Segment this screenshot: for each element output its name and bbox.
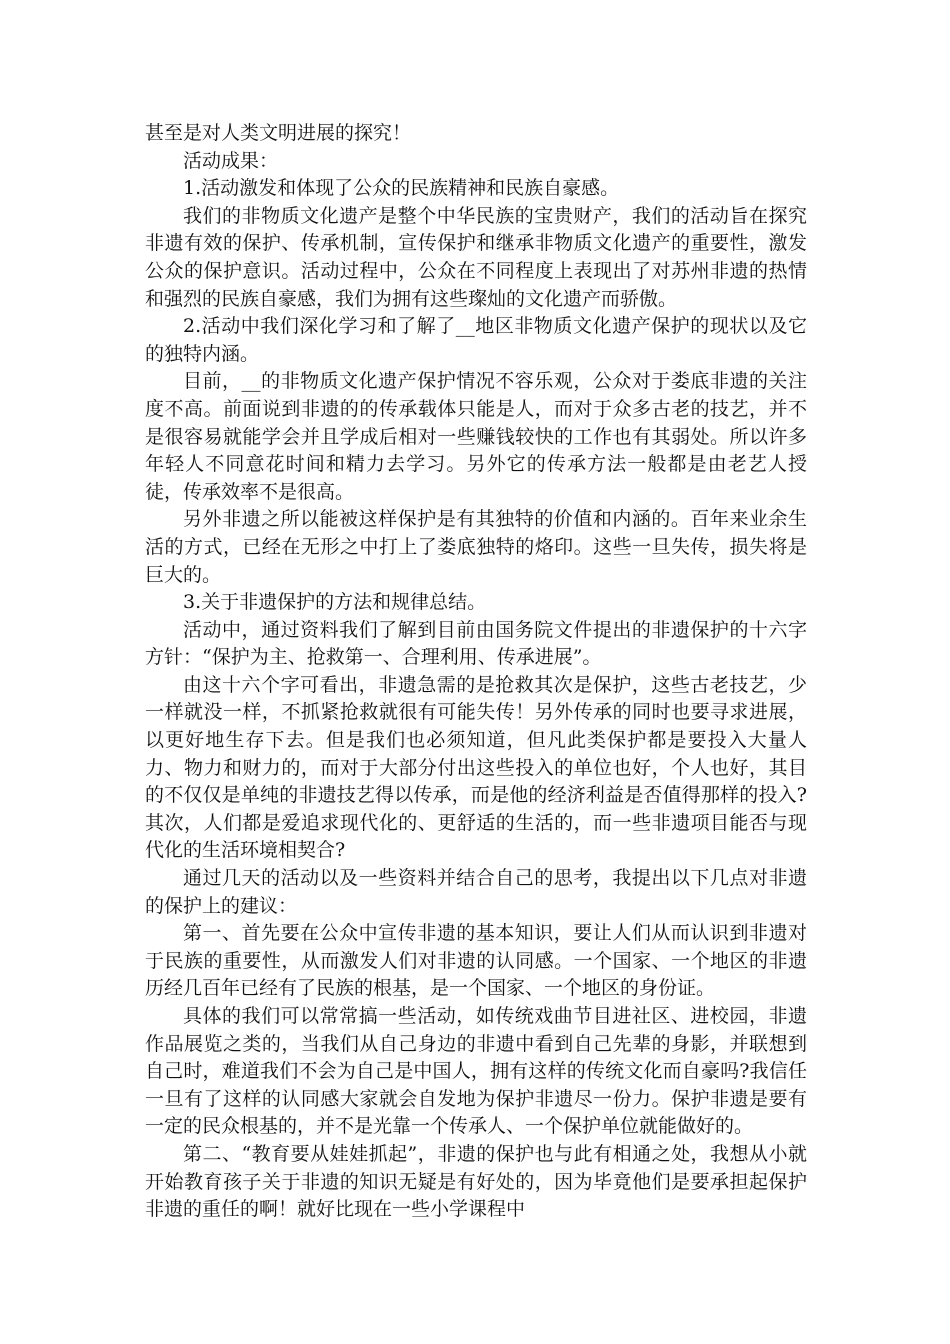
paragraph-7: 另外非遗之所以能被这样保护是有其独特的价值和内涵的。百年来业余生活的方式，已经在无形之中打上了娄底独特的烙印。这些一旦失传，损失将是巨大的。 xyxy=(145,508,807,586)
paragraph-5: 2.活动中我们深化学习和了解了__地区非物质文化遗产保护的现状以及它的独特内涵。 xyxy=(145,315,807,365)
paragraph-11: 通过几天的活动以及一些资料并结合自己的思考，我提出以下几点对非遗的保护上的建议： xyxy=(145,867,807,917)
paragraph-4: 我们的非物质文化遗产是整个中华民族的宝贵财产，我们的活动旨在探究非遗有效的保护、传承机制，宣传保护和继承非物质文化遗产的重要性，激发公众的保护意识。活动过程中，公众在不同程度上表现出了对苏州非遗的热情和强烈的民族自豪感，我们为拥有这些璨灿的文化遗产而骄傲。 xyxy=(145,204,807,310)
paragraph-6: 目前，__的非物质文化遗产保护情况不容乐观，公众对于娄底非遗的关注度不高。前面说到非遗的的传承载体只能是人，而对于众多古老的技艺，并不是很容易就能学会并且学成后相对一些赚钱较快的工作也有其弱处。所以许多年轻人不同意花时间和精力去学习。另外它的传承方法一般都是由老艺人授徒，传承效率不是很高。 xyxy=(145,370,807,503)
paragraph-13: 具体的我们可以常常搞一些活动，如传统戏曲节目进社区、进校园，非遗作品展览之类的，当我们从自己身边的非遗中看到自己先辈的身影，并联想到自己时，难道我们不会为自己是中国人，拥有这样的传统文化而自豪吗?我信任一旦有了这样的认同感大家就会自发地为保护非遗尽一份力。保护非遗是要有一定的民众根基的，并不是光靠一个传承人、一个保护单位就能做好的。 xyxy=(145,1005,807,1138)
paragraph-8: 3.关于非遗保护的方法和规律总结。 xyxy=(183,591,487,614)
document-body xyxy=(145,120,807,1224)
paragraph-1: 甚至是对人类文明进展的探究！ xyxy=(145,122,412,144)
paragraph-10: 由这十六个字可看出，非遗急需的是抢救其次是保护，这些古老技艺，少一样就没一样，不抓紧抢救就很有可能失传！另外传承的同时也要寻求进展，以更好地生存下去。但是我们也必须知道，但凡此类保护都是要投入大量人力、物力和财力的，而对于大部分付出这些投入的单位也好，个人也好，其目的不仅仅是单纯的非遗技艺得以传承，而是他的经济利益是否值得那样的投入?其次，人们都是爱追求现代化的、更舒适的生活的，而一些非遗项目能否与现代化的生活环境相契合? xyxy=(145,673,807,862)
paragraph-3: 1.活动激发和体现了公众的民族精神和民族自豪感。 xyxy=(183,177,620,200)
paragraph-12: 第一、首先要在公众中宣传非遗的基本知识，要让人们从而认识到非遗对于民族的重要性，从而激发人们对非遗的认同感。一个国家、一个地区的非遗历经几百年已经有了民族的根基，是一个国家、一个地区的身份证。 xyxy=(145,922,807,1000)
paragraph-2: 活动成果： xyxy=(183,149,279,172)
paragraph-14: 第二、“教育要从娃娃抓起”，非遗的保护也与此有相通之处，我想从小就开始教育孩子关于非遗的知识无疑是有好处的，因为毕竟他们是要承担起保护非遗的重任的啊！就好比现在一些小学课程中 xyxy=(145,1142,807,1221)
paragraph-9: 活动中，通过资料我们了解到目前由国务院文件提出的非遗保护的十六字方针：“保护为主、抢救第一、合理利用、传承进展”。 xyxy=(145,618,807,669)
